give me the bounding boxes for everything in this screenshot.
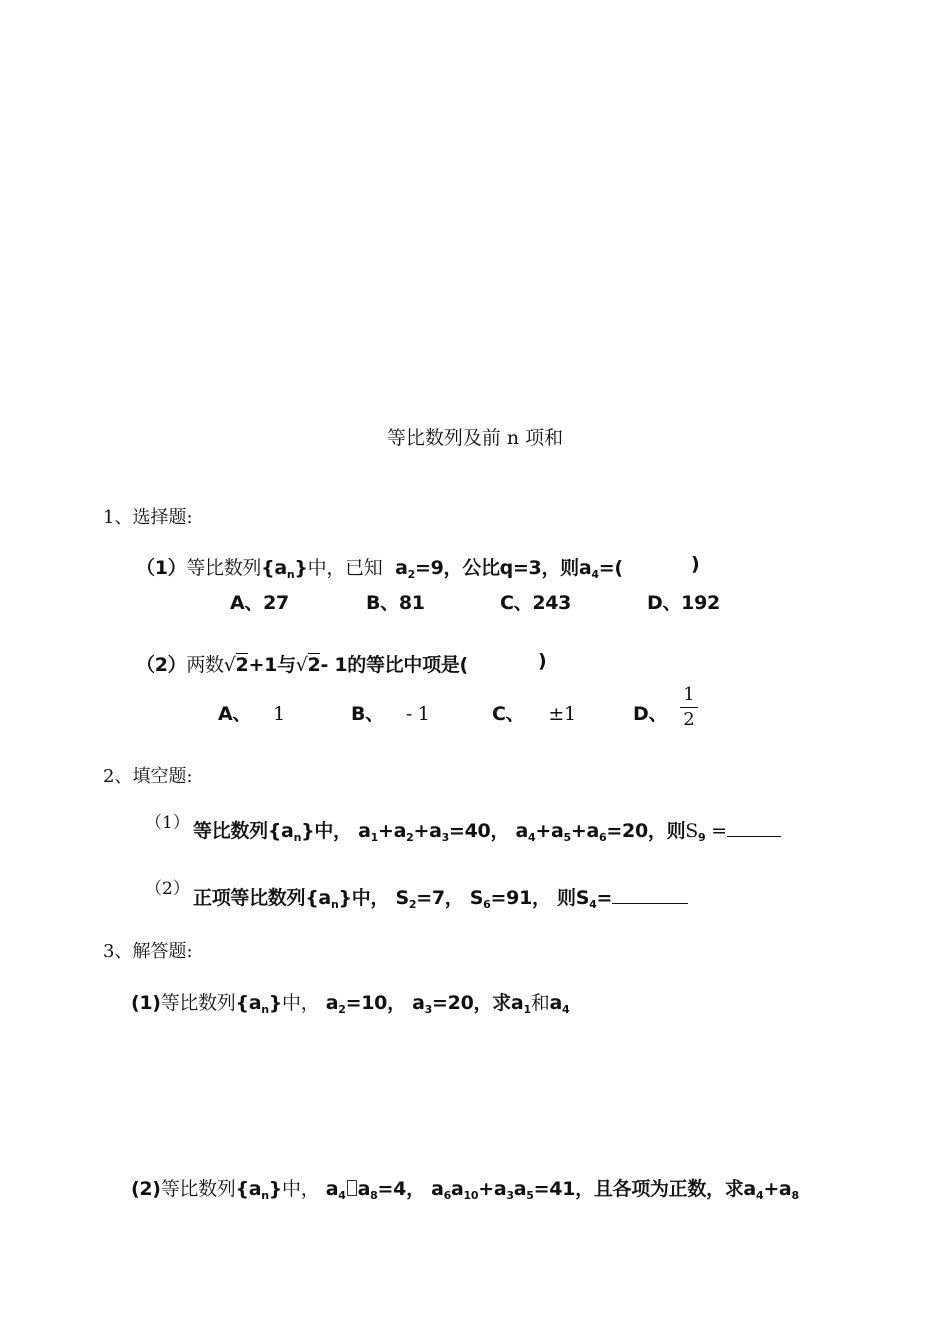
page-title: 等比数列及前 n 项和	[386, 427, 564, 449]
answer-blank[interactable]	[727, 820, 781, 837]
answer-paren-close: )	[538, 650, 547, 672]
option-c: C、243	[500, 592, 572, 614]
missing-glyph-icon	[347, 1180, 357, 1196]
question-1: （1）等比数列$\{a_n\}$中，已知 $a_2=9$，公比q=3，则$a_4=$(	[136, 557, 623, 581]
solve-question-1: (1)等比数列$\{a_n\}$中， $a_2=10$， $a_3=20$，求$a_1$和$a_4$	[131, 992, 570, 1016]
section-heading-solve: 3、解答题:	[103, 941, 193, 962]
option-b: B、81	[366, 592, 425, 614]
question-number: （2）	[136, 654, 187, 676]
question-number: （1）	[145, 813, 190, 833]
option-a: A、 1	[218, 703, 285, 725]
sequence-notation: $\{a_n\}$中，	[267, 820, 352, 844]
question-2: （2）两数√2+1与√2- 1的等比中项是(	[136, 654, 468, 676]
option-d-label: D、	[633, 703, 668, 725]
given-a2: $a_2=9$，公比	[395, 557, 500, 581]
sequence-notation: $\{a_n\}$	[261, 557, 308, 581]
question-number: （2）	[145, 879, 190, 899]
option-c: C、 ±1	[492, 703, 576, 725]
answer-paren-close: )	[691, 553, 700, 575]
section-heading-choice: 1、选择题:	[103, 507, 193, 528]
target-a4: $a_4=$(	[578, 557, 623, 581]
section-heading-fill: 2、填空题:	[103, 766, 193, 787]
question-number: （1）	[136, 557, 187, 579]
fill-question-2: 正项等比数列$\{a_n\}$中， $S_2=7$， $S_6=91$， 则$S_4=$	[193, 883, 688, 910]
sqrt-expression: √2	[295, 654, 321, 676]
option-a: A、27	[230, 592, 289, 614]
option-d-fraction: 1 2	[680, 684, 698, 731]
question-text: 等比数列	[186, 557, 262, 579]
sequence-notation: $\{a_n\}$	[235, 1178, 283, 1202]
sequence-notation: $\{a_n\}$	[235, 992, 283, 1016]
fill-question-1: 等比数列$\{a_n\}$中， $a_1+a_2+a_3=40$， $a_4+a_5+a_6=20$，则$S_9$ =	[193, 816, 781, 843]
sqrt-expression: √2	[223, 654, 249, 676]
option-b: B、 - 1	[351, 703, 430, 725]
given-q: q=3，则	[499, 557, 579, 579]
sequence-notation: $\{a_n\}$中，	[305, 887, 390, 911]
solve-question-2: (2)等比数列$\{a_n\}$中， $a_4$ $a_8=4$， $a_6a_{10}+a_3a_5=41$，且各项为正数，求$a_4+a_8$	[131, 1178, 799, 1202]
option-d: D、192	[647, 592, 720, 614]
answer-blank[interactable]	[612, 887, 688, 904]
